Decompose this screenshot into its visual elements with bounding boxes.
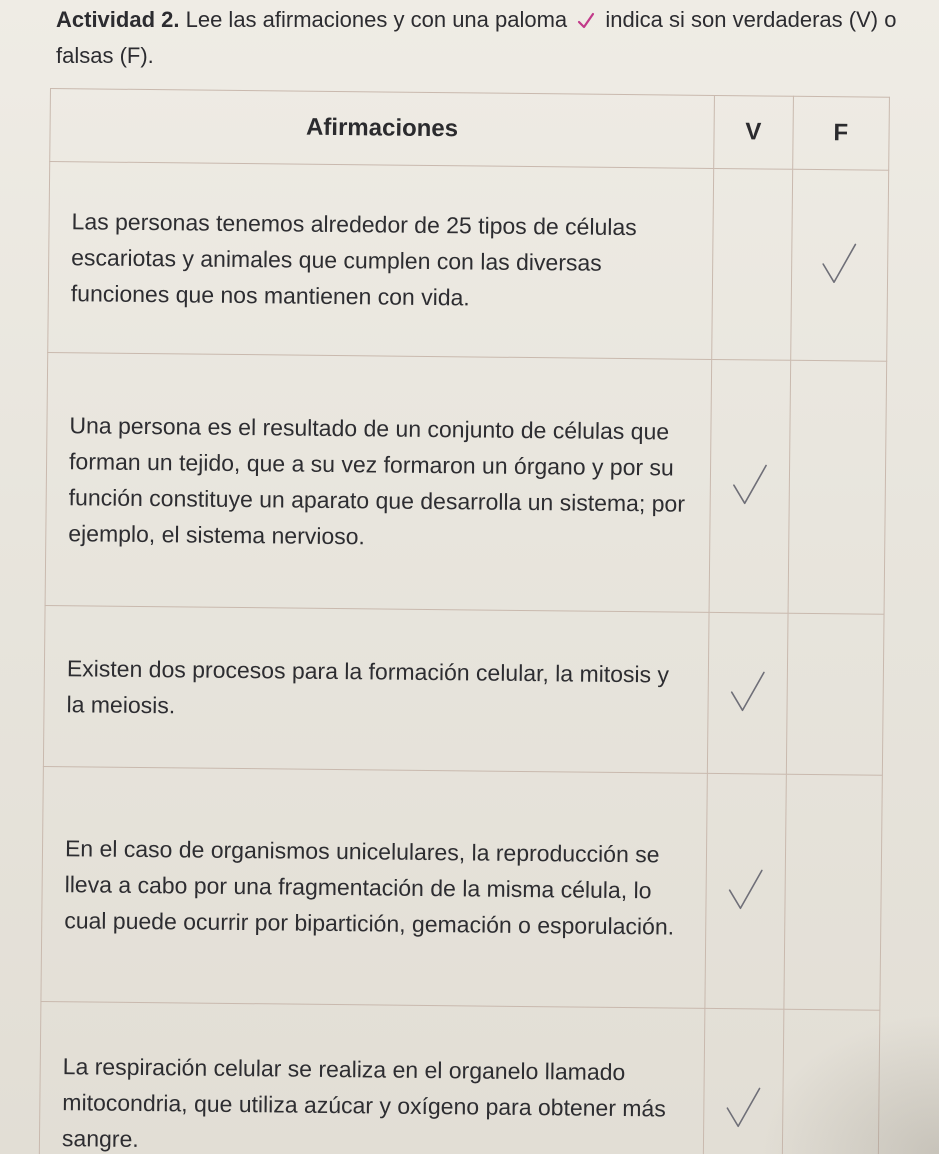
checkmark-icon: [577, 12, 595, 30]
false-answer-cell[interactable]: [781, 1009, 880, 1154]
true-answer-cell[interactable]: [705, 773, 786, 1009]
handwritten-checkmark-icon: [725, 864, 766, 914]
statement-cell: Las personas tenemos alrededor de 25 tipos de células escariotas y animales que cumplen con las diversas funciones que nos mantienen con vida.: [48, 162, 714, 360]
statement-cell: En el caso de organismos unicelulares, la reproducción se lleva a cabo por una fragmentación de la misma célula, lo cual puede ocurrir por bipartición, gemación o esporulación.: [41, 766, 707, 1008]
header-statements: Afirmaciones: [50, 89, 715, 169]
handwritten-checkmark-icon: [819, 238, 860, 288]
table-row: [48, 162, 889, 362]
activity-instruction: [56, 2, 916, 74]
false-answer-cell[interactable]: [790, 169, 888, 361]
false-answer-cell[interactable]: [786, 613, 884, 775]
header-true: V: [714, 95, 793, 169]
true-false-table: [38, 88, 890, 1154]
table-row: [41, 766, 882, 1010]
table-row: [43, 605, 884, 775]
statement-cell: Una persona es el resultado de un conjunto de células que forman un tejido, que a su vez formaron un órgano y por su función constituye un aparato que desarrolla un sistema; por ejemplo, el sistema nervioso.: [45, 352, 712, 612]
statement-cell: Existen dos procesos para la formación celular, la mitosis y la meiosis.: [43, 605, 709, 773]
handwritten-checkmark-icon: [727, 666, 768, 716]
true-answer-cell[interactable]: [707, 612, 787, 774]
false-answer-cell[interactable]: [788, 360, 887, 614]
true-answer-cell[interactable]: [709, 359, 790, 613]
header-false: F: [792, 96, 889, 170]
table-row: [39, 1001, 880, 1154]
activity-label: Actividad 2.: [56, 7, 180, 32]
table-header-row: [50, 89, 890, 171]
handwritten-checkmark-icon: [729, 459, 770, 509]
table-row: [45, 352, 887, 614]
statement-cell: La respiración celular se realiza en el organelo llamado mitocondria, que utiliza azúcar y oxígeno para obtener más sangre.: [39, 1001, 705, 1154]
handwritten-checkmark-icon: [723, 1082, 764, 1132]
instruction-text-start: Lee las afirmaciones y con una paloma: [185, 7, 568, 32]
false-answer-cell[interactable]: [783, 774, 882, 1010]
instruction-text-end: indica si son verdaderas (V) o falsas (F).: [56, 7, 897, 68]
true-answer-cell[interactable]: [712, 168, 793, 360]
true-answer-cell[interactable]: [703, 1008, 784, 1154]
